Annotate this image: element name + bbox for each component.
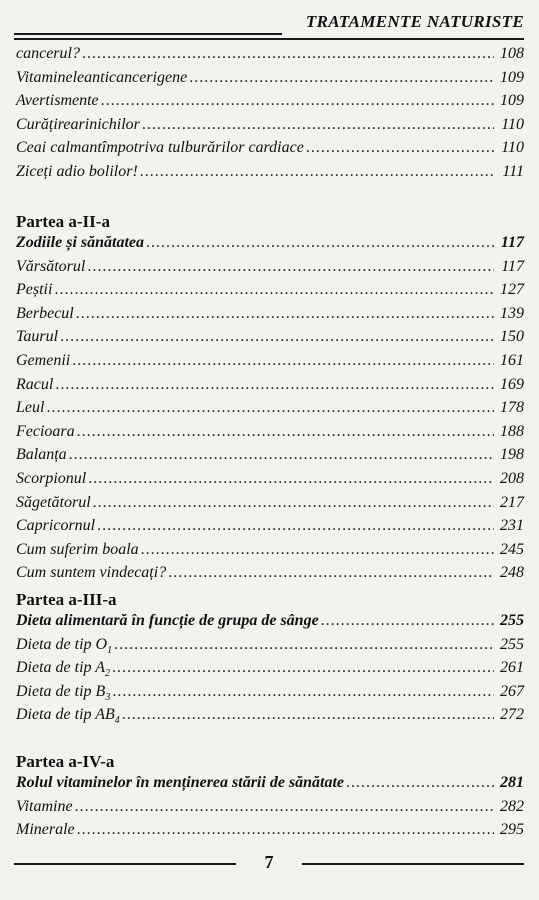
leader-dots [87, 258, 494, 276]
entry-page: 110 [501, 115, 524, 133]
toc-entry [16, 92, 524, 116]
entry-subscript: 3 [105, 691, 111, 703]
chapter-page: 281 [500, 774, 524, 791]
entry-title: Taurul [16, 328, 59, 346]
entry-page: 111 [502, 162, 524, 180]
leader-dots [88, 470, 494, 488]
entry-title: Cum suntem vindecați? [16, 564, 167, 582]
toc-entry [16, 258, 524, 282]
toc-entry [16, 706, 524, 730]
leader-dots [93, 494, 494, 512]
entry-subscript: 2 [105, 668, 111, 680]
leader-dots [346, 774, 494, 792]
toc-section-continued [16, 45, 524, 187]
toc-entry [16, 470, 524, 494]
toc-entry [16, 564, 524, 588]
entry-page: 231 [500, 517, 524, 535]
toc-chapter-entry [16, 774, 524, 798]
entry-page: 272 [500, 706, 524, 724]
toc-entry [16, 821, 524, 845]
entry-title: Balanța [16, 446, 67, 464]
toc-entry [16, 399, 524, 423]
leader-dots [77, 423, 494, 441]
toc-entry [16, 328, 524, 352]
entry-page: 127 [500, 281, 524, 299]
entry-page: 109 [500, 92, 524, 110]
entry-page: 208 [500, 469, 524, 487]
entry-subscript: 1 [107, 644, 113, 656]
entry-title: Cum suferim boala [16, 540, 139, 558]
header-rule [14, 33, 282, 35]
entry-page: 161 [500, 351, 524, 369]
entry-page: 117 [501, 257, 524, 275]
entry-title: Berbecul [16, 304, 74, 322]
header-underline [14, 38, 524, 40]
chapter-page: 117 [500, 234, 524, 251]
entry-title: Fecioara [16, 422, 75, 440]
leader-dots [112, 683, 494, 701]
entry-title [16, 659, 110, 679]
entry-page: 110 [501, 139, 524, 157]
toc-entry [16, 423, 524, 447]
entry-title: Vitamine [16, 797, 73, 815]
entry-title: Săgetătorul [16, 493, 91, 511]
entry-page: 178 [500, 399, 524, 417]
leader-dots [46, 399, 494, 417]
leader-dots [76, 305, 494, 323]
leader-dots [189, 69, 494, 87]
entry-page: 139 [500, 304, 524, 322]
entry-title-text: Dieta de tip AB [16, 706, 115, 724]
leader-dots [146, 234, 494, 252]
leader-dots [69, 446, 494, 464]
entry-title: Avertismente [16, 92, 99, 110]
entry-title-text: Dieta de tip O [16, 635, 108, 653]
entry-title: Scorpionul [16, 469, 87, 487]
leader-dots [122, 706, 494, 724]
entry-title: Curățirearinichilor [16, 115, 140, 133]
toc-entry [16, 636, 524, 660]
entry-title: cancerul? [16, 45, 80, 62]
toc-entry [16, 116, 524, 140]
entry-page: 188 [500, 422, 524, 440]
running-header [14, 10, 524, 40]
leader-dots [54, 281, 494, 299]
entry-title: Vărsătorul [16, 257, 86, 275]
entry-page: 245 [500, 540, 524, 558]
toc-entry [16, 69, 524, 93]
leader-dots [141, 541, 494, 559]
toc-entry [16, 45, 524, 69]
toc-entry [16, 446, 524, 470]
leader-dots [75, 798, 494, 816]
toc-entry [16, 798, 524, 822]
leader-dots [112, 659, 494, 677]
toc-entry [16, 494, 524, 518]
leader-dots [60, 328, 494, 346]
entry-title-text: Dieta de tip A [16, 659, 106, 677]
toc-entry [16, 376, 524, 400]
entry-page: 109 [500, 68, 524, 86]
toc-chapter-entry [16, 612, 524, 636]
toc-entry [16, 659, 524, 683]
footer-rule [302, 863, 524, 865]
toc-entry [16, 683, 524, 707]
part-heading: Partea a-III-a [16, 590, 117, 609]
entry-title: Capricornul [16, 517, 96, 535]
toc-chapter-entry [16, 234, 524, 258]
toc-entry [16, 517, 524, 541]
chapter-title: Dieta alimentară în funcție de grupa de sânge [16, 612, 319, 629]
entry-page: 150 [500, 328, 524, 346]
leader-dots [101, 92, 494, 110]
entry-title: Ziceți adio bolilor! [16, 162, 138, 180]
entry-page: 248 [500, 564, 524, 582]
part-heading: Partea a-IV-a [16, 752, 115, 771]
leader-dots [97, 517, 494, 535]
leader-dots [55, 376, 494, 394]
toc-entry [16, 305, 524, 329]
page-footer [14, 852, 524, 882]
toc-entry [16, 163, 524, 187]
leader-dots [77, 821, 494, 839]
leader-dots [321, 612, 494, 630]
leader-dots [114, 636, 494, 654]
entry-page: 198 [500, 446, 524, 464]
chapter-page: 255 [500, 612, 524, 629]
entry-title: Leul [16, 399, 45, 417]
leader-dots [82, 45, 494, 63]
toc-part-4 [16, 750, 524, 845]
entry-title: Racul [16, 375, 54, 393]
entry-title [16, 636, 112, 656]
entry-page: 169 [500, 375, 524, 393]
entry-subscript: 4 [114, 715, 120, 727]
toc-entry [16, 541, 524, 565]
entry-title: Vitamineleanticancerigene [16, 68, 188, 86]
toc-part-2 [16, 210, 524, 588]
entry-title [16, 683, 110, 703]
chapter-title: Rolul vitaminelor în menținerea stării de sănătate [16, 774, 345, 791]
entry-page: 267 [500, 682, 524, 700]
entry-page: 255 [500, 635, 524, 653]
entry-page: 295 [500, 821, 524, 839]
part-heading: Partea a-II-a [16, 212, 110, 231]
toc-entry [16, 139, 524, 163]
entry-page: 217 [500, 493, 524, 511]
entry-title [16, 706, 120, 726]
entry-page: 108 [500, 45, 524, 62]
toc-entry [16, 281, 524, 305]
page-number: 7 [264, 852, 274, 872]
leader-dots [306, 139, 494, 157]
entry-title: Minerale [16, 821, 75, 839]
entry-title: Gemenii [16, 351, 71, 369]
entry-title: Peștii [16, 281, 53, 299]
leader-dots [72, 352, 494, 370]
entry-page: 261 [500, 659, 524, 677]
toc-entry [16, 352, 524, 376]
entry-page: 282 [500, 797, 524, 815]
leader-dots [140, 163, 494, 181]
toc-part-3 [16, 588, 524, 730]
leader-dots [142, 116, 494, 134]
leader-dots [168, 564, 494, 582]
header-title: TRATAMENTE NATURISTE [305, 12, 524, 31]
entry-title: Ceai calmantîmpotriva tulburărilor cardiace [16, 139, 304, 157]
entry-title-text: Dieta de tip B [16, 682, 106, 700]
chapter-title: Zodiile și sănătatea [16, 234, 144, 251]
